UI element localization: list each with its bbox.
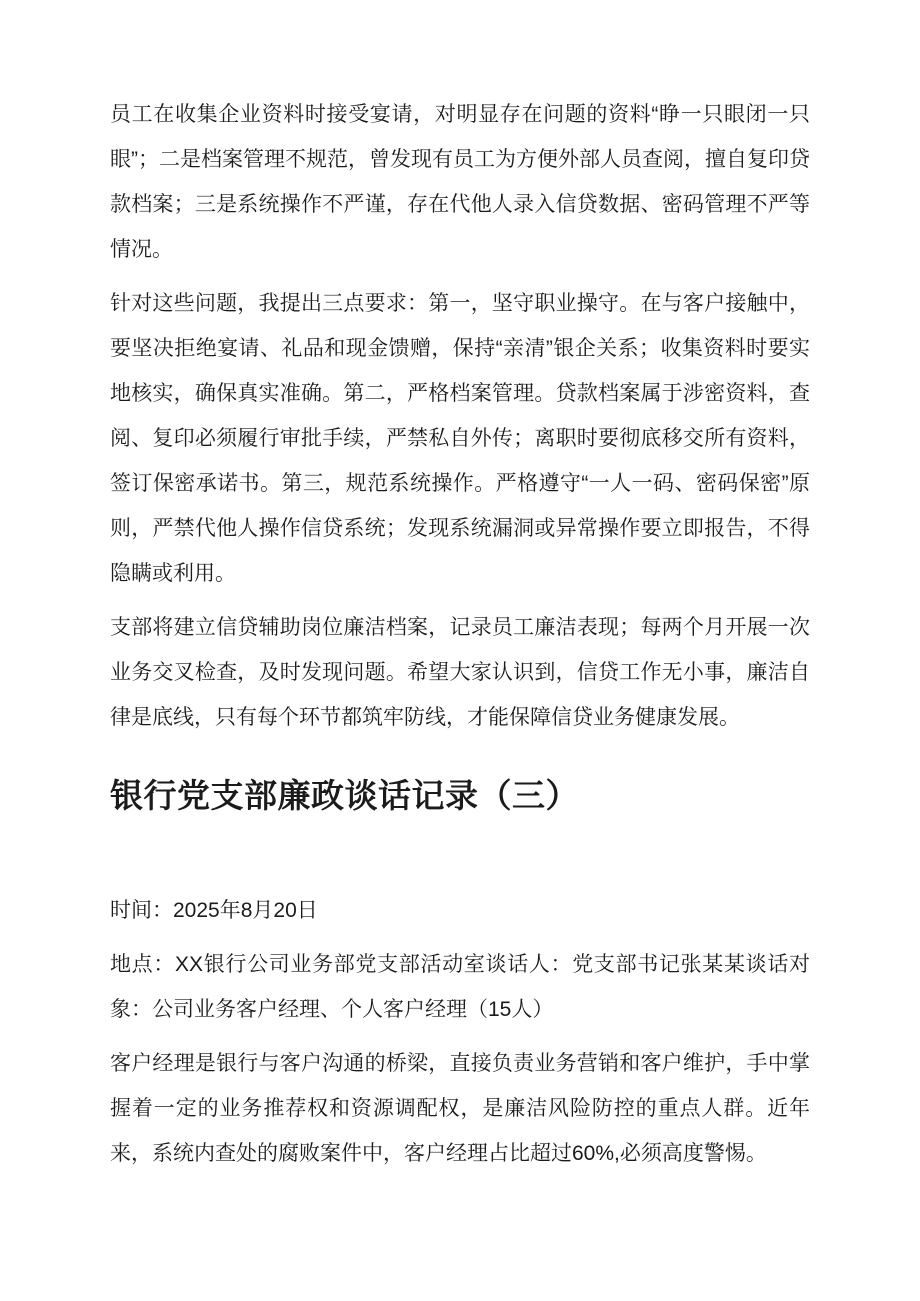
paragraph-branch-measures: 支部将建立信贷辅助岗位廉洁档案，记录员工廉洁表现；每两个月开展一次业务交叉检查，及时发现问题。希望大家认识到，信贷工作无小事，廉洁自律是底线，只有每个环节都筑牢防线，才能保障信贷业务健康发展。 [110, 616, 810, 729]
paragraph-meeting-place-participants: 地点：XX银行公司业务部党支部活动室谈话人：党支部书记张某某谈话对象：公司业务客户经理、个人客户经理（15人） [110, 953, 810, 1021]
paragraph-account-manager-risk: 客户经理是银行与客户沟通的桥梁，直接负责业务营销和客户维护，手中掌握着一定的业务推荐权和资源调配权，是廉洁风险防控的重点人群。近年来，系统内查处的腐败案件中，客户经理占比超过60%,必须高度警惕。 [110, 1052, 810, 1165]
section-heading: 银行党支部廉政谈话记录（三） [110, 777, 579, 814]
paragraph-problems-found: 员工在收集企业资料时接受宴请，对明显存在问题的资料“睁一只眼闭一只眼”；二是档案管理不规范，曾发现有员工为方便外部人员查阅，擅自复印贷款档案；三是系统操作不严谨，存在代他人录入信贷数据、密码管理不严等情况。 [110, 103, 810, 261]
paragraph-three-requirements: 针对这些问题，我提出三点要求：第一，坚守职业操守。在与客户接触中，要坚决拒绝宴请、礼品和现金馈赠，保持“亲清”银企关系；收集资料时要实地核实，确保真实准确。第二，严格档案管理。贷款档案属于涉密资料，查阅、复印必须履行审批手续，严禁私自外传；离职时要彻底移交所有资料，签订保密承诺书。第三，规范系统操作。严格遵守“一人一码、密码保密”原则，严禁代他人操作信贷系统；发现系统漏洞或异常操作要立即报告，不得隐瞒或利用。 [110, 292, 810, 585]
paragraph-meeting-time: 时间：2025年8月20日 [110, 899, 318, 922]
